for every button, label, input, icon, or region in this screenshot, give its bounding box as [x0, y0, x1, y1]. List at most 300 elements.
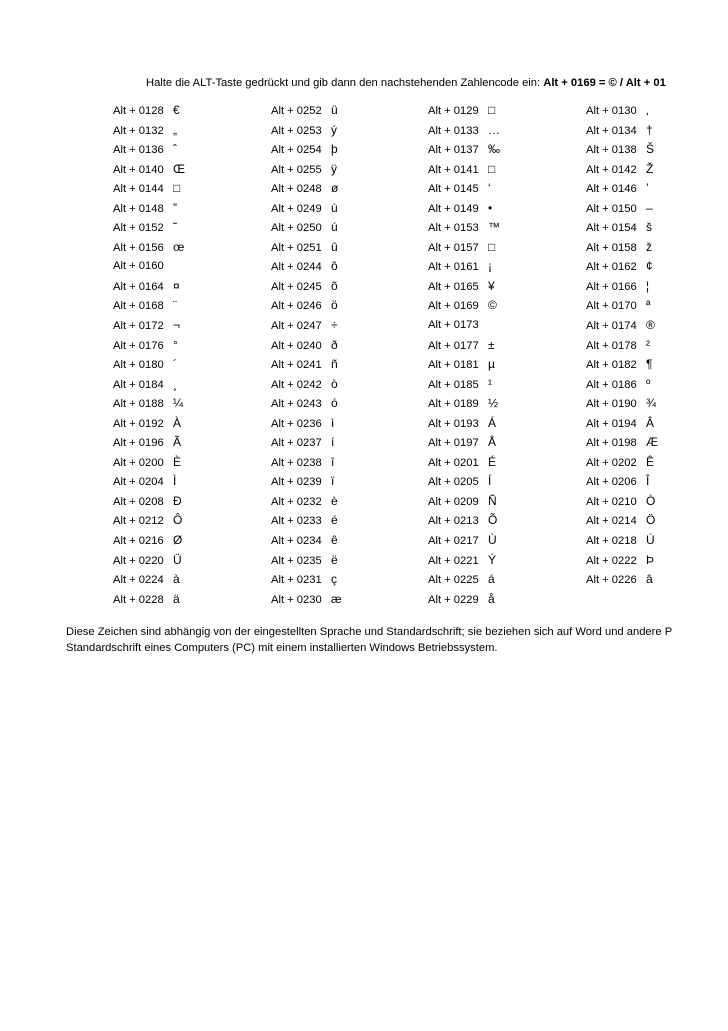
alt-code-entry — [271, 298, 338, 314]
table-row — [0, 162, 728, 182]
alt-code-character: ô — [331, 259, 338, 274]
alt-code-entry — [113, 338, 178, 354]
alt-code-number: Alt + 0253 — [271, 124, 322, 137]
alt-code-entry — [113, 298, 177, 314]
header-separator: / — [616, 77, 626, 89]
alt-code-number: Alt + 0226 — [586, 574, 637, 587]
alt-code-number: Alt + 0141 — [428, 163, 479, 176]
alt-code-number: Alt + 0198 — [586, 437, 637, 450]
alt-code-entry — [271, 435, 334, 451]
alt-code-number: Alt + 0190 — [586, 398, 637, 411]
alt-code-entry — [271, 338, 338, 354]
alt-code-entry — [113, 455, 181, 471]
alt-code-entry — [113, 318, 180, 334]
alt-code-number: Alt + 0173 — [428, 319, 479, 332]
alt-code-entry — [428, 435, 496, 451]
alt-code-number: Alt + 0192 — [113, 417, 164, 430]
alt-code-character: ª — [646, 298, 651, 313]
alt-code-character: õ — [331, 278, 338, 293]
alt-code-entry — [428, 259, 492, 275]
alt-code-number: Alt + 0214 — [586, 515, 637, 528]
alt-code-entry — [586, 162, 653, 178]
alt-code-character: € — [173, 103, 180, 117]
header-example-2: Alt + 01 — [625, 77, 666, 89]
alt-code-number: Alt + 0200 — [113, 456, 164, 469]
alt-code-character: Õ — [488, 513, 498, 528]
alt-code-entry — [428, 142, 500, 158]
header-example-1: Alt + 0169 = © — [543, 77, 617, 89]
alt-code-number: Alt + 0186 — [586, 378, 637, 391]
alt-code-number: Alt + 0217 — [428, 535, 479, 548]
alt-code-character: ° — [173, 337, 178, 352]
alt-code-character: É — [488, 454, 497, 469]
alt-code-entry — [428, 513, 497, 529]
alt-code-entry — [113, 220, 177, 236]
alt-code-character: ñ — [331, 357, 338, 372]
alt-code-number: Alt + 0197 — [428, 437, 479, 450]
alt-code-character: ² — [646, 337, 650, 352]
alt-code-entry — [271, 592, 342, 608]
alt-code-entry — [271, 553, 338, 569]
alt-code-number: Alt + 0129 — [428, 105, 479, 117]
alt-code-entry — [428, 123, 500, 139]
alt-code-number: Alt + 0245 — [271, 280, 322, 293]
alt-code-number: Alt + 0202 — [586, 456, 637, 469]
table-row — [0, 494, 728, 514]
table-row — [0, 396, 728, 416]
alt-code-entry — [428, 474, 491, 490]
alt-code-number: Alt + 0237 — [271, 437, 322, 450]
alt-code-character: Ú — [646, 533, 655, 548]
alt-code-character: ¦ — [646, 278, 650, 293]
alt-code-character: □ — [488, 239, 496, 254]
alt-code-character: Ý — [488, 552, 497, 567]
table-row — [0, 298, 728, 318]
alt-code-character: ¾ — [646, 396, 657, 411]
alt-code-number: Alt + 0184 — [113, 378, 164, 391]
alt-code-character: Ò — [646, 493, 656, 508]
alt-code-entry — [586, 513, 655, 529]
alt-code-number: Alt + 0222 — [586, 554, 637, 567]
alt-code-entry — [113, 103, 180, 119]
alt-code-entry — [428, 162, 495, 178]
alt-code-entry — [271, 357, 338, 373]
alt-code-entry — [586, 240, 652, 256]
alt-code-entry — [113, 259, 173, 275]
alt-code-number: Alt + 0240 — [271, 339, 322, 352]
alt-code-entry — [428, 553, 496, 569]
alt-code-number: Alt + 0149 — [428, 202, 479, 215]
alt-code-number: Alt + 0169 — [428, 300, 479, 313]
alt-code-character: ï — [331, 474, 335, 489]
alt-code-number: Alt + 0130 — [586, 105, 637, 117]
alt-code-number: Alt + 0225 — [428, 574, 479, 587]
table-row — [0, 318, 728, 338]
alt-code-character: ž — [646, 239, 652, 254]
alt-code-character: „ — [173, 122, 177, 137]
alt-code-number: Alt + 0172 — [113, 320, 164, 333]
alt-code-character: Á — [488, 415, 497, 430]
table-row — [0, 259, 728, 279]
alt-code-table — [0, 103, 728, 611]
alt-code-number: Alt + 0161 — [428, 261, 479, 274]
alt-code-number: Alt + 0188 — [113, 398, 164, 411]
alt-code-character: þ — [331, 142, 338, 157]
alt-code-character: ¨ — [173, 298, 177, 313]
alt-code-number: Alt + 0140 — [113, 163, 164, 176]
alt-code-entry — [586, 123, 653, 139]
alt-code-entry — [586, 396, 656, 412]
alt-code-entry — [428, 181, 491, 197]
alt-code-entry — [271, 494, 338, 510]
alt-code-entry — [428, 201, 492, 217]
alt-code-entry — [113, 435, 181, 451]
alt-code-entry — [586, 553, 654, 569]
alt-code-entry — [586, 181, 649, 197]
alt-code-entry — [428, 494, 497, 510]
table-row — [0, 377, 728, 397]
alt-code-entry — [113, 572, 180, 588]
alt-code-number: Alt + 0168 — [113, 300, 164, 313]
alt-code-entry — [271, 279, 338, 295]
instruction-header — [146, 76, 666, 90]
alt-code-number: Alt + 0241 — [271, 359, 322, 372]
alt-code-character: ¤ — [173, 278, 180, 293]
alt-code-entry — [586, 259, 653, 275]
alt-code-number: Alt + 0137 — [428, 144, 479, 157]
alt-code-character: ¶ — [646, 357, 653, 372]
alt-code-character: È — [173, 454, 182, 469]
alt-code-character: î — [331, 454, 335, 469]
alt-code-character: Ž — [646, 161, 654, 176]
alt-code-number: Alt + 0180 — [113, 359, 164, 372]
alt-code-character: Ã — [173, 435, 182, 450]
alt-code-number: Alt + 0212 — [113, 515, 164, 528]
alt-code-number: Alt + 0157 — [428, 241, 479, 254]
alt-code-entry — [271, 123, 337, 139]
alt-code-character: ø — [331, 181, 339, 196]
alt-code-character: ä — [173, 591, 180, 606]
alt-code-character: ‘ — [488, 181, 491, 196]
alt-code-number: Alt + 0216 — [113, 535, 164, 548]
table-row — [0, 513, 728, 533]
alt-code-entry — [271, 455, 334, 471]
alt-code-number: Alt + 0221 — [428, 554, 479, 567]
alt-code-character: Ô — [173, 513, 183, 528]
alt-code-entry — [113, 513, 182, 529]
table-row — [0, 123, 728, 143]
alt-code-character: å — [488, 591, 495, 606]
alt-code-number: Alt + 0176 — [113, 339, 164, 352]
alt-code-entry — [586, 103, 649, 119]
table-row — [0, 142, 728, 162]
alt-code-character: ´ — [173, 357, 177, 372]
alt-code-entry — [586, 220, 652, 236]
alt-code-entry — [271, 162, 337, 178]
alt-code-entry — [428, 377, 492, 393]
alt-code-number: Alt + 0144 — [113, 183, 164, 196]
alt-code-number: Alt + 0160 — [113, 260, 164, 273]
alt-code-character: µ — [488, 357, 495, 372]
table-row — [0, 103, 728, 123]
alt-code-entry — [428, 357, 495, 373]
alt-code-entry — [586, 142, 654, 158]
alt-code-character: – — [646, 200, 653, 215]
alt-code-entry — [271, 181, 338, 197]
alt-code-number: Alt + 0128 — [113, 105, 164, 117]
alt-code-character: ’ — [646, 181, 649, 196]
alt-code-character: Î — [646, 474, 650, 489]
alt-code-number: Alt + 0205 — [428, 476, 479, 489]
alt-code-number: Alt + 0132 — [113, 124, 164, 137]
alt-code-number: Alt + 0218 — [586, 535, 637, 548]
alt-code-character: Ö — [646, 513, 656, 528]
alt-code-number: Alt + 0165 — [428, 280, 479, 293]
alt-code-character: Ù — [488, 533, 497, 548]
table-row — [0, 435, 728, 455]
alt-code-number: Alt + 0233 — [271, 515, 322, 528]
alt-code-character: □ — [488, 103, 496, 117]
alt-code-character: ¢ — [646, 259, 653, 274]
alt-code-number: Alt + 0152 — [113, 222, 164, 235]
alt-code-entry — [428, 279, 495, 295]
alt-code-character: ‚ — [646, 103, 649, 117]
alt-code-entry — [271, 220, 338, 236]
alt-code-entry — [113, 181, 180, 197]
alt-code-character: ÷ — [331, 318, 338, 333]
alt-code-character: ˜ — [173, 220, 177, 235]
alt-code-entry — [428, 220, 500, 236]
alt-code-character: … — [488, 122, 500, 137]
alt-code-number: Alt + 0178 — [586, 339, 637, 352]
alt-code-entry — [113, 162, 185, 178]
alt-code-entry — [586, 455, 654, 471]
alt-code-entry — [113, 494, 182, 510]
alt-code-number: Alt + 0209 — [428, 495, 479, 508]
alt-code-entry — [428, 455, 496, 471]
alt-code-number: Alt + 0231 — [271, 574, 322, 587]
alt-code-entry — [428, 533, 497, 549]
alt-code-number: Alt + 0255 — [271, 163, 322, 176]
table-row — [0, 240, 728, 260]
table-row — [0, 220, 728, 240]
alt-code-number: Alt + 0236 — [271, 417, 322, 430]
alt-code-character: º — [646, 376, 651, 391]
alt-code-character: □ — [173, 181, 181, 196]
alt-code-number: Alt + 0229 — [428, 593, 479, 606]
alt-code-character: ¡ — [488, 259, 492, 274]
alt-code-entry — [113, 142, 177, 158]
alt-code-number: Alt + 0177 — [428, 339, 479, 352]
alt-code-character: ü — [331, 103, 338, 117]
alt-code-number: Alt + 0153 — [428, 222, 479, 235]
alt-code-number: Alt + 0189 — [428, 398, 479, 411]
alt-code-character: Ì — [173, 474, 177, 489]
alt-code-entry — [113, 474, 176, 490]
alt-code-number: Alt + 0238 — [271, 456, 322, 469]
alt-code-entry — [271, 240, 338, 256]
alt-code-number: Alt + 0136 — [113, 144, 164, 157]
alt-code-number: Alt + 0249 — [271, 202, 322, 215]
alt-code-number: Alt + 0248 — [271, 183, 322, 196]
alt-code-character: ê — [331, 533, 338, 548]
alt-code-number: Alt + 0213 — [428, 515, 479, 528]
alt-code-number: Alt + 0252 — [271, 105, 322, 117]
alt-code-entry — [113, 396, 183, 412]
table-row — [0, 338, 728, 358]
alt-code-entry — [428, 318, 488, 334]
table-row — [0, 572, 728, 592]
alt-code-number: Alt + 0201 — [428, 456, 479, 469]
alt-code-character: â — [646, 572, 653, 587]
alt-code-number: Alt + 0204 — [113, 476, 164, 489]
alt-code-number: Alt + 0254 — [271, 144, 322, 157]
alt-code-entry — [586, 494, 655, 510]
alt-code-character: • — [488, 200, 493, 215]
alt-code-number: Alt + 0181 — [428, 359, 479, 372]
alt-code-entry — [271, 142, 338, 158]
alt-code-number: Alt + 0243 — [271, 398, 322, 411]
alt-code-number: Alt + 0134 — [586, 124, 637, 137]
alt-code-character: ¼ — [173, 396, 184, 411]
alt-code-entry — [113, 533, 182, 549]
alt-code-entry — [428, 416, 496, 432]
alt-code-character: ½ — [488, 396, 499, 411]
alt-code-entry — [271, 416, 334, 432]
table-row — [0, 357, 728, 377]
alt-code-number: Alt + 0224 — [113, 574, 164, 587]
alt-code-number: Alt + 0170 — [586, 300, 637, 313]
alt-code-entry — [428, 572, 495, 588]
alt-code-character: æ — [331, 591, 342, 606]
alt-code-character: © — [488, 298, 497, 313]
alt-code-entry — [586, 377, 650, 393]
alt-code-entry — [586, 416, 654, 432]
alt-code-entry — [586, 201, 653, 217]
alt-code-character: Þ — [646, 552, 655, 567]
alt-code-number: Alt + 0246 — [271, 300, 322, 313]
alt-code-character: ÿ — [331, 161, 337, 176]
alt-code-number: Alt + 0145 — [428, 183, 479, 196]
alt-code-entry — [586, 338, 650, 354]
table-row — [0, 592, 728, 612]
alt-code-entry — [113, 592, 180, 608]
alt-code-number: Alt + 0206 — [586, 476, 637, 489]
alt-code-entry — [271, 474, 334, 490]
alt-code-character: è — [331, 493, 338, 508]
alt-code-entry — [271, 396, 338, 412]
alt-code-character: ý — [331, 122, 337, 137]
alt-code-character: ö — [331, 298, 338, 313]
alt-code-character: œ — [173, 239, 185, 254]
alt-code-character: ë — [331, 552, 338, 567]
table-row — [0, 201, 728, 221]
alt-code-character: ± — [488, 337, 495, 352]
alt-code-entry — [113, 240, 184, 256]
alt-code-entry — [586, 474, 649, 490]
alt-code-character: Í — [488, 474, 492, 489]
alt-code-character: ¸ — [173, 376, 177, 391]
alt-code-entry — [428, 338, 495, 354]
alt-code-number: Alt + 0138 — [586, 144, 637, 157]
alt-code-entry — [113, 201, 177, 217]
alt-code-entry — [113, 416, 181, 432]
alt-code-character: ” — [173, 200, 177, 215]
alt-code-entry — [271, 259, 338, 275]
alt-code-entry — [586, 279, 649, 295]
alt-code-entry — [586, 572, 653, 588]
alt-code-entry — [271, 103, 338, 119]
alt-code-character: ® — [646, 318, 655, 333]
alt-code-entry — [113, 357, 177, 373]
alt-code-number: Alt + 0158 — [586, 241, 637, 254]
alt-code-character: á — [488, 572, 495, 587]
alt-code-entry — [271, 201, 338, 217]
alt-code-entry — [428, 592, 495, 608]
alt-code-number: Alt + 0230 — [271, 593, 322, 606]
alt-code-character: ™ — [488, 220, 500, 235]
alt-code-number: Alt + 0162 — [586, 261, 637, 274]
alt-code-character: ç — [331, 572, 337, 587]
alt-code-character: š — [646, 220, 652, 235]
alt-code-entry — [271, 572, 337, 588]
table-row — [0, 455, 728, 475]
table-row — [0, 181, 728, 201]
alt-code-character: À — [173, 415, 182, 430]
table-row — [0, 533, 728, 553]
alt-code-number: Alt + 0235 — [271, 554, 322, 567]
alt-code-number: Alt + 0194 — [586, 417, 637, 430]
alt-code-number: Alt + 0156 — [113, 241, 164, 254]
footer-line-1: Diese Zeichen sind abhängig von der eingestellten Sprache und Standardschrift; sie beziehen sich auf Word und andere P — [66, 626, 673, 638]
alt-code-number: Alt + 0250 — [271, 222, 322, 235]
footer-line-2: Standardschrift eines Computers (PC) mit einem installierten Windows Betriebssystem. — [66, 642, 498, 654]
alt-code-character: Æ — [646, 435, 658, 450]
alt-code-character: ì — [331, 415, 335, 430]
alt-code-entry — [113, 377, 177, 393]
alt-code-number: Alt + 0174 — [586, 320, 637, 333]
alt-code-character: ù — [331, 200, 338, 215]
alt-code-character: ¥ — [488, 278, 495, 293]
alt-code-number: Alt + 0244 — [271, 261, 322, 274]
alt-code-number: Alt + 0239 — [271, 476, 322, 489]
alt-code-number: Alt + 0166 — [586, 280, 637, 293]
alt-code-entry — [113, 279, 180, 295]
alt-code-character: ú — [331, 220, 338, 235]
alt-code-number: Alt + 0148 — [113, 202, 164, 215]
alt-code-entry — [428, 103, 495, 119]
alt-code-number: Alt + 0150 — [586, 202, 637, 215]
alt-code-number: Alt + 0146 — [586, 183, 637, 196]
alt-code-number: Alt + 0196 — [113, 437, 164, 450]
alt-code-number: Alt + 0242 — [271, 378, 322, 391]
alt-code-character: à — [173, 572, 180, 587]
alt-code-character: ò — [331, 376, 338, 391]
alt-code-character: Ü — [173, 552, 182, 567]
alt-code-number: Alt + 0228 — [113, 593, 164, 606]
table-row — [0, 474, 728, 494]
alt-code-character: † — [646, 122, 653, 137]
alt-code-entry — [113, 123, 177, 139]
alt-code-entry — [586, 318, 655, 334]
alt-code-character: ‰ — [488, 142, 500, 157]
alt-code-entry — [586, 357, 652, 373]
alt-code-entry — [271, 377, 338, 393]
alt-code-entry — [428, 298, 497, 314]
alt-code-character: é — [331, 513, 338, 528]
alt-code-character: ¹ — [488, 376, 492, 391]
alt-code-character: Œ — [173, 161, 185, 176]
